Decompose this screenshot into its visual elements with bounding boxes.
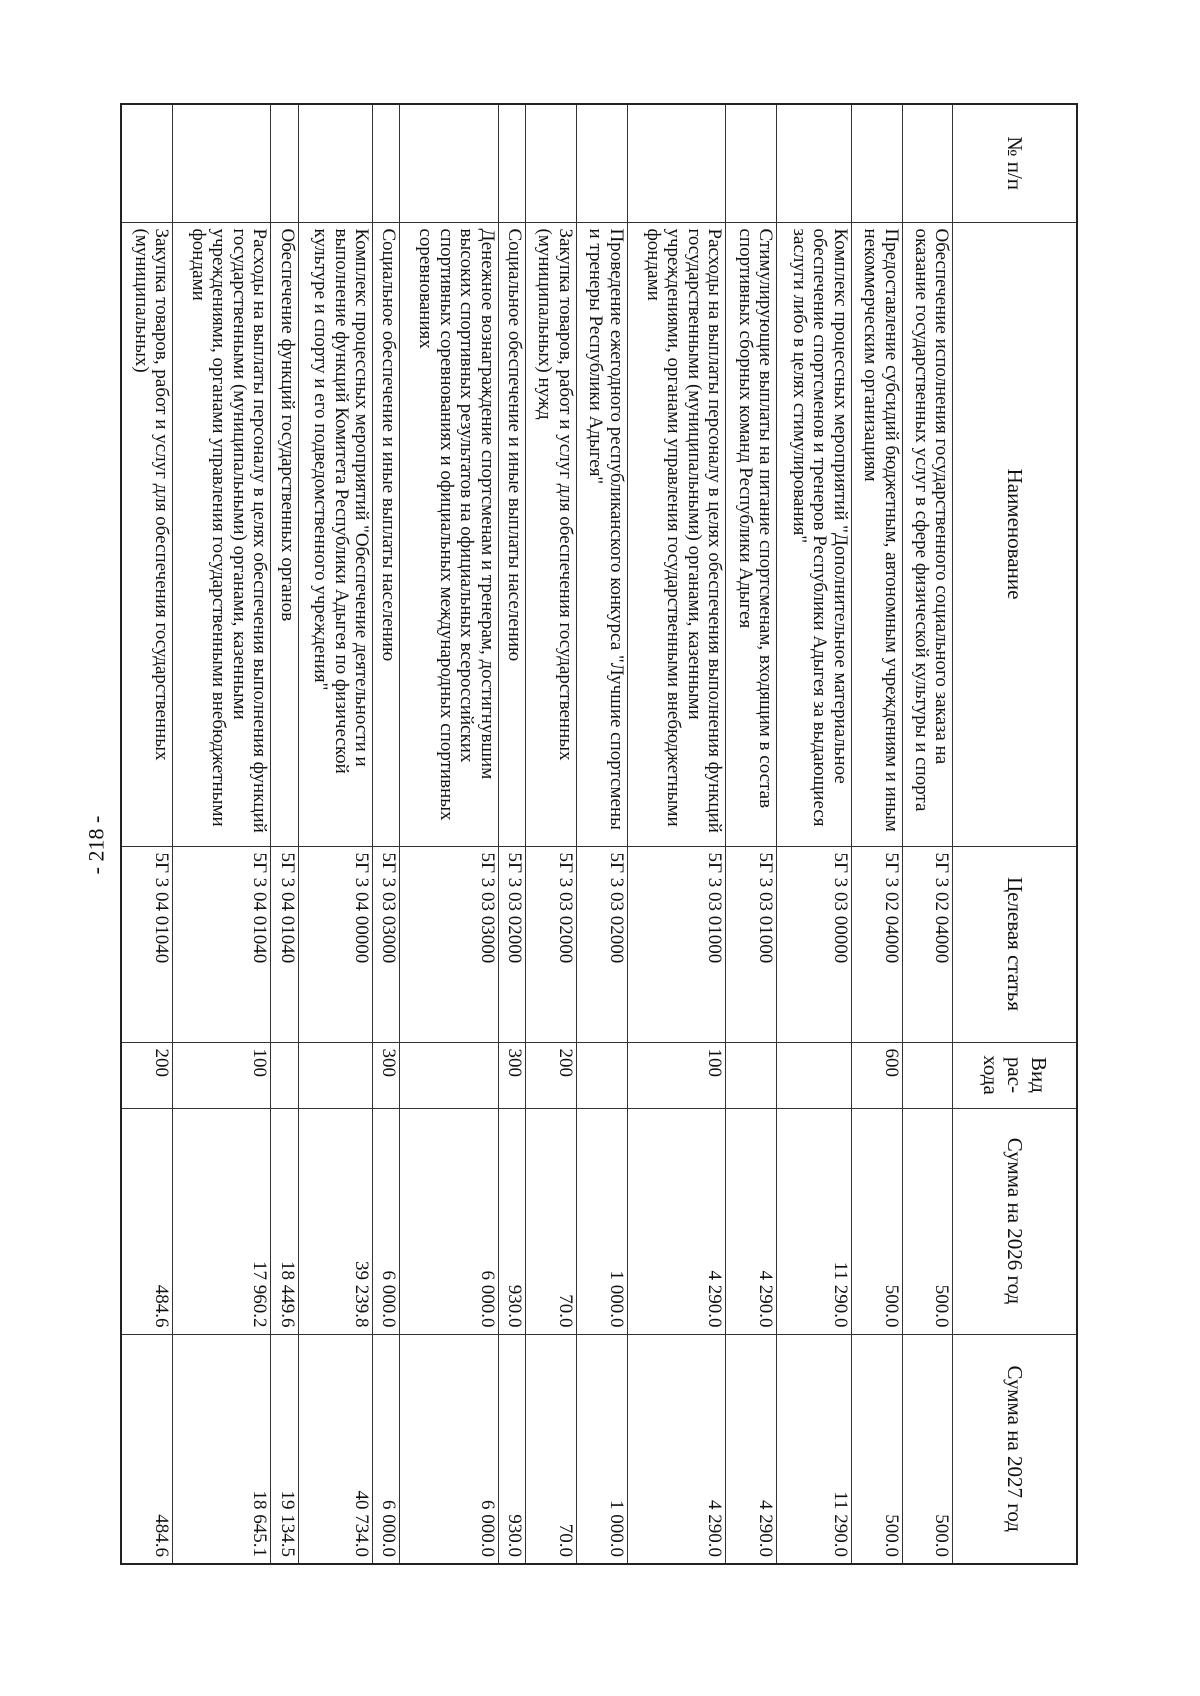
table-row <box>121 104 173 1564</box>
header-name: Наименование <box>953 222 1077 846</box>
cell-type <box>400 1042 498 1108</box>
header-type: Вид рас-хода <box>953 1042 1077 1108</box>
table-body <box>121 104 953 1564</box>
cell-sum-2026: 500.0 <box>902 1108 953 1334</box>
cell-sum-2027: 19 134.5 <box>271 1334 298 1564</box>
cell-name: Денежное вознаграждение спортсменам и тренерам, достигнувшим высоких спортивных результатов на официальных всероссийских спортивных соревнованиях и официальных международных спортивных соревнованиях <box>400 222 498 846</box>
cell-name: Расходы на выплаты персоналу в целях обеспечения выполнения функций государственными (муниципальными) органами, казенными учреждениями, органами управления государственными внебюджетными фондами <box>173 222 271 846</box>
header-no: № п/п <box>953 104 1077 222</box>
cell-name: Социальное обеспечение и иные выплаты населению <box>498 222 525 846</box>
cell-sum-2027: 484.6 <box>121 1334 173 1564</box>
cell-type <box>777 1042 852 1108</box>
cell-sum-2027: 40 734.0 <box>298 1334 373 1564</box>
cell-name: Социальное обеспечение и иные выплаты населению <box>373 222 400 846</box>
cell-type: 200 <box>121 1042 173 1108</box>
cell-sum-2027: 500.0 <box>851 1334 902 1564</box>
cell-target: 5Г 3 04 01040 <box>271 846 298 1042</box>
table-row <box>373 104 400 1564</box>
cell-target: 5Г 3 02 04000 <box>851 846 902 1042</box>
cell-target: 5Г 3 03 03000 <box>373 846 400 1042</box>
header-sum-2026: Сумма на 2026 год <box>953 1108 1077 1334</box>
cell-no <box>851 104 902 222</box>
cell-sum-2027: 11 290.0 <box>777 1334 852 1564</box>
cell-no <box>525 104 576 222</box>
table-row <box>498 104 525 1564</box>
cell-no <box>121 104 173 222</box>
cell-target: 5Г 3 03 01000 <box>726 846 777 1042</box>
cell-no <box>576 104 627 222</box>
cell-sum-2026: 39 239.8 <box>298 1108 373 1334</box>
cell-sum-2026: 6 000.0 <box>400 1108 498 1334</box>
cell-target: 5Г 3 03 02000 <box>525 846 576 1042</box>
cell-type: 300 <box>498 1042 525 1108</box>
cell-name: Обеспечение исполнения государственного социального заказа на оказание государственных услуг в сфере физической культуры и спорта <box>902 222 953 846</box>
page-number-text: - 218 - <box>83 815 108 875</box>
table-row <box>851 104 902 1564</box>
cell-target: 5Г 3 02 04000 <box>902 846 953 1042</box>
cell-target: 5Г 3 03 02000 <box>498 846 525 1042</box>
cell-type: 100 <box>173 1042 271 1108</box>
cell-sum-2027: 18 645.1 <box>173 1334 271 1564</box>
cell-sum-2027: 6 000.0 <box>373 1334 400 1564</box>
cell-name: Закупка товаров, работ и услуг для обеспечения государственных (муниципальных) нужд <box>525 222 576 846</box>
cell-sum-2027: 4 290.0 <box>726 1334 777 1564</box>
header-target: Целевая статья <box>953 846 1077 1042</box>
cell-type <box>576 1042 627 1108</box>
cell-sum-2026: 1 000.0 <box>576 1108 627 1334</box>
cell-sum-2027: 70.0 <box>525 1334 576 1564</box>
cell-target: 5Г 3 03 02000 <box>576 846 627 1042</box>
budget-table <box>120 103 1078 1565</box>
cell-type: 300 <box>373 1042 400 1108</box>
cell-no <box>498 104 525 222</box>
table-row <box>627 104 725 1564</box>
cell-sum-2026: 4 290.0 <box>627 1108 725 1334</box>
table-row <box>525 104 576 1564</box>
cell-type: 100 <box>627 1042 725 1108</box>
table-header-row <box>953 104 1077 1564</box>
cell-sum-2027: 500.0 <box>902 1334 953 1564</box>
cell-sum-2026: 6 000.0 <box>373 1108 400 1334</box>
cell-no <box>298 104 373 222</box>
cell-no <box>726 104 777 222</box>
cell-sum-2026: 930.0 <box>498 1108 525 1334</box>
cell-sum-2026: 11 290.0 <box>777 1108 852 1334</box>
cell-name: Обеспечение функций государственных органов <box>271 222 298 846</box>
cell-sum-2027: 6 000.0 <box>400 1334 498 1564</box>
cell-name: Стимулирующие выплаты на питание спортсменам, входящим в состав спортивных сборных команд Республики Адыгея <box>726 222 777 846</box>
cell-sum-2026: 17 960.2 <box>173 1108 271 1334</box>
cell-no <box>400 104 498 222</box>
cell-name: Расходы на выплаты персоналу в целях обеспечения выполнения функций государственными (муниципальными) органами, казенными учреждениями, органами управления государственными внебюджетными фондами <box>627 222 725 846</box>
table-row <box>576 104 627 1564</box>
cell-sum-2026: 4 290.0 <box>726 1108 777 1334</box>
cell-type <box>271 1042 298 1108</box>
cell-target: 5Г 3 04 01040 <box>121 846 173 1042</box>
cell-target: 5Г 3 03 03000 <box>400 846 498 1042</box>
budget-table-sheet <box>120 103 1078 1563</box>
cell-target: 5Г 3 03 00000 <box>777 846 852 1042</box>
cell-no <box>777 104 852 222</box>
table-row <box>902 104 953 1564</box>
page-number <box>76 785 116 905</box>
cell-sum-2026: 70.0 <box>525 1108 576 1334</box>
cell-sum-2027: 930.0 <box>498 1334 525 1564</box>
cell-name: Предоставление субсидий бюджетным, автономным учреждениям и иным некоммерческим организациям <box>851 222 902 846</box>
cell-type <box>902 1042 953 1108</box>
cell-name: Комплекс процессных мероприятий "Обеспечение деятельности и выполнение функций Комитета Республики Адыгея по физической культуре и спорту и его подведомственного учреждения" <box>298 222 373 846</box>
cell-no <box>271 104 298 222</box>
table-row <box>173 104 271 1564</box>
cell-sum-2027: 4 290.0 <box>627 1334 725 1564</box>
cell-name: Закупка товаров, работ и услуг для обеспечения государственных (муниципальных) <box>121 222 173 846</box>
cell-no <box>373 104 400 222</box>
cell-name: Комплекс процессных мероприятий "Дополнительное материальное обеспечение спортсменов и тренеров Республики Адыгея за выдающиеся заслуги либо в целях стимулирования" <box>777 222 852 846</box>
table-row <box>271 104 298 1564</box>
cell-sum-2026: 484.6 <box>121 1108 173 1334</box>
cell-type: 200 <box>525 1042 576 1108</box>
cell-type: 600 <box>851 1042 902 1108</box>
cell-target: 5Г 3 04 00000 <box>298 846 373 1042</box>
table-row <box>726 104 777 1564</box>
cell-no <box>902 104 953 222</box>
cell-sum-2026: 500.0 <box>851 1108 902 1334</box>
cell-name: Проведение ежегодного республиканского конкурса "Лучшие спортсмены и тренеры Республики Адыгея" <box>576 222 627 846</box>
header-sum-2027: Сумма на 2027 год <box>953 1334 1077 1564</box>
table-row <box>777 104 852 1564</box>
table-row <box>400 104 498 1564</box>
cell-sum-2026: 18 449.6 <box>271 1108 298 1334</box>
table-row <box>298 104 373 1564</box>
cell-target: 5Г 3 04 01040 <box>173 846 271 1042</box>
cell-target: 5Г 3 03 01000 <box>627 846 725 1042</box>
cell-type <box>726 1042 777 1108</box>
cell-type <box>298 1042 373 1108</box>
cell-no <box>173 104 271 222</box>
cell-sum-2027: 1 000.0 <box>576 1334 627 1564</box>
cell-no <box>627 104 725 222</box>
